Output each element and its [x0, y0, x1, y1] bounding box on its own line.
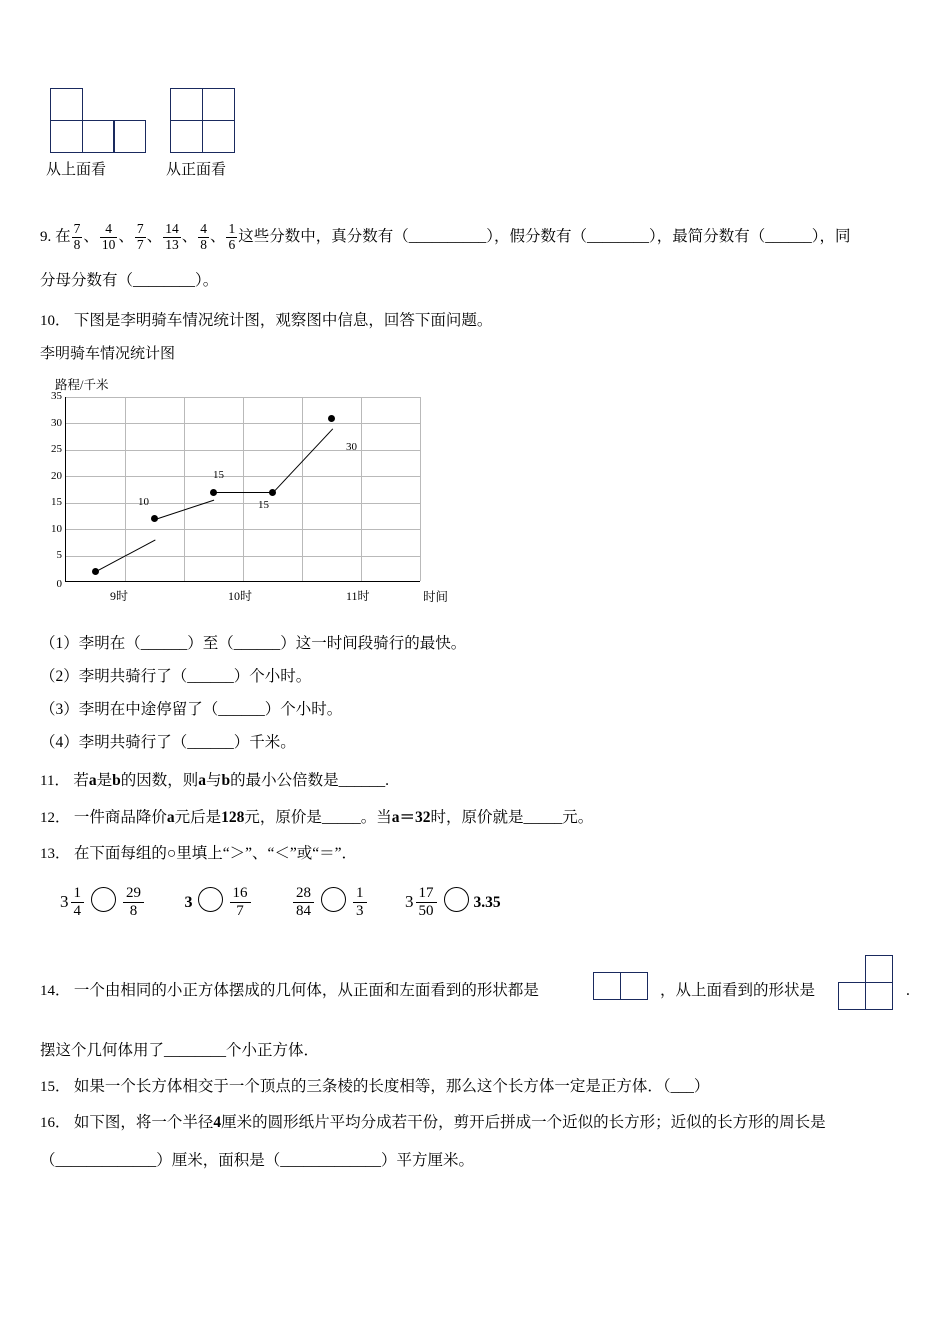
chart-y-tick: 30 [51, 416, 62, 429]
chart-x-axis-label: 时间 [423, 590, 449, 604]
q9-line2-b: ）。 [195, 272, 219, 289]
grid-cell [82, 120, 115, 153]
question-12 [40, 805, 593, 831]
sep: 、 [83, 228, 99, 246]
sep: 、 [146, 228, 163, 246]
q12-blank-1[interactable]: _____ [321, 809, 361, 826]
q9-line2-a: 分母分数有（ [40, 272, 134, 289]
q12-condition: a＝32 [391, 809, 431, 826]
grid-cell [593, 972, 621, 1000]
chart-data-point [151, 515, 158, 522]
q10-sub1-a: （1）李明在（ [40, 635, 141, 652]
q13-circle-3[interactable] [321, 887, 346, 912]
chart-point-label: 15 [258, 499, 269, 511]
chart-x-tick: 9时 [110, 589, 129, 603]
q10-sub3-a: （3）李明在中途停留了（ [40, 701, 219, 718]
chart-x-tick: 10时 [228, 589, 253, 603]
q13-p3-right-fraction: $\frac{1}{3}$ [353, 885, 367, 920]
sep: 、 [181, 228, 198, 246]
question-14-line1-b [660, 978, 815, 1004]
q10-sub1-blank-1[interactable]: ______ [140, 635, 188, 652]
q11-end: . [385, 772, 390, 789]
question-14-number: 14． [40, 983, 71, 999]
q15-end: ） [693, 1078, 710, 1095]
question-14-line2 [40, 1038, 319, 1064]
fraction-4-8: $\frac{4}{8}$ [200, 221, 207, 252]
grid-cell [865, 982, 893, 1010]
question-15 [40, 1074, 709, 1100]
figure-front-view [166, 88, 300, 178]
question-10-sub-2 [40, 664, 311, 690]
fraction-4-10: $\frac{4}{10}$ [101, 221, 116, 252]
chart-x-tick: 11时 [346, 589, 370, 603]
chart-y-tick: 0 [56, 578, 62, 590]
question-9-line1 [40, 222, 851, 252]
q16-line2-a: （ [40, 1152, 56, 1169]
chart-plot-area [65, 397, 420, 582]
chart-title: 李明骑车情况统计图 [40, 346, 176, 362]
grid-cell [50, 120, 83, 153]
question-10-number: 10． [40, 313, 71, 329]
chart-y-tick: 25 [51, 443, 62, 455]
q13-pair-1 [60, 885, 150, 919]
grid-cell [620, 972, 648, 1000]
figure-front-view-caption: 从正面看 [166, 162, 227, 178]
chart-y-tick: 35 [51, 390, 62, 402]
q10-sub4-a: （4）李明共骑行了（ [40, 734, 188, 751]
chart-y-tick: 10 [51, 522, 62, 535]
q13-circle-1[interactable] [91, 887, 116, 912]
q14-blank[interactable]: ________ [164, 1042, 227, 1059]
gridline-v [125, 397, 126, 581]
figure-q14-top-view [838, 955, 898, 1013]
chart-point-label: 15 [213, 469, 224, 481]
sep: 、 [118, 228, 134, 246]
q13-pair-2 [184, 885, 257, 919]
chart-data-point [269, 489, 276, 496]
question-10 [40, 308, 492, 334]
q9-blank-4[interactable]: ________ [133, 272, 196, 289]
q9-blank-3[interactable]: ______ [765, 228, 812, 246]
q9-text-d: ），同 [811, 228, 851, 246]
question-10-sub-4 [40, 730, 296, 756]
q10-sub3-end: ）个小时。 [264, 701, 343, 718]
chart-y-tick: 15 [51, 496, 62, 508]
sep: 、 [209, 228, 226, 246]
q13-p4-left-whole: 3 [405, 891, 414, 911]
figure-top-view-caption: 从上面看 [46, 162, 107, 178]
q11-text-a: 若 [73, 772, 89, 789]
q10-sub1-blank-2[interactable]: ______ [233, 635, 281, 652]
bike-chart [51, 375, 475, 605]
chart-data-point [328, 415, 335, 422]
q13-p3-left-fraction: $\frac{28}{84}$ [293, 885, 314, 920]
q13-circle-2[interactable] [198, 887, 223, 912]
question-13-row [60, 885, 501, 920]
q16-blank-1[interactable]: _____________ [55, 1152, 157, 1169]
q10-sub1-end: ）这一时间段骑行的最快。 [280, 635, 467, 652]
gridline-v [361, 397, 362, 581]
question-13-text: 在下面每组的○里填上“＞”、“＜”或“＝”． [73, 845, 358, 862]
question-11 [40, 768, 389, 794]
q13-p1-right-fraction: $\frac{29}{8}$ [123, 885, 144, 920]
q10-sub4-blank[interactable]: ______ [187, 734, 234, 751]
q12-value-128: 128 [221, 809, 245, 826]
figure-top-view [46, 88, 180, 178]
chart-y-tick: 20 [51, 469, 62, 482]
chart-line-segment [214, 492, 273, 493]
question-15-text: 如果一个长方体相交于一个顶点的三条棱的长度相等，那么这个长方体一定是正方体．（ [73, 1078, 671, 1095]
q11-text-c: 的因数，则 [120, 772, 199, 789]
gridline-v [184, 397, 185, 581]
q12-text-d: 。当 [360, 809, 392, 826]
gridline-v [243, 397, 244, 581]
q14-line2-a: 摆这个几何体用了 [40, 1042, 165, 1059]
q15-blank[interactable]: ___ [670, 1078, 694, 1095]
q13-p2-left-whole: 3 [184, 893, 193, 911]
chart-point-label: 10 [138, 496, 149, 508]
grid-cell [202, 88, 235, 121]
q13-p1-left-whole: 3 [60, 891, 69, 911]
question-12-number: 12． [40, 810, 71, 826]
q9-text-a: 这些分数中，真分数有（ [238, 228, 409, 246]
grid-cell [202, 120, 235, 153]
question-16-line1 [40, 1110, 826, 1136]
q10-sub2-blank[interactable]: ______ [187, 668, 234, 685]
q12-text-c: 元，原价是 [244, 809, 322, 826]
q16-text-b: 厘米的圆形纸片平均分成若干份，剪开后拼成一个近似的长方形；近似的长方形的周长是 [221, 1114, 826, 1131]
q12-var-a: a [166, 809, 175, 826]
q11-var-b: b [112, 772, 121, 789]
question-15-number: 15． [40, 1079, 71, 1095]
chart-point-label: 30 [346, 441, 357, 453]
q16-blank-2[interactable]: _____________ [280, 1152, 382, 1169]
q10-sub2-end: ）个小时。 [233, 668, 312, 685]
q14-text-a: 一个由相同的小正方体摆成的几何体，从正面和左面看到的形状都是 [73, 982, 539, 999]
q12-text-f: 元。 [562, 809, 594, 826]
q9-lead: 在 [55, 228, 71, 246]
question-16-line2 [40, 1148, 474, 1174]
question-10-sub-3 [40, 697, 342, 723]
grid-cell [113, 120, 146, 153]
chart-y-axis-label: 路程/千米 [55, 378, 109, 392]
q9-text-b: ），假分数有（ [486, 228, 587, 246]
q13-p2-right-fraction: $\frac{16}{7}$ [230, 885, 251, 920]
q16-line2-c: ）平方厘米。 [381, 1152, 475, 1169]
q13-p4-right-decimal: 3.35 [473, 893, 501, 911]
q11-text-d: 与 [206, 772, 222, 789]
grid-cell [50, 88, 83, 121]
q11-var-a: a [88, 772, 97, 789]
q12-text-e: 时，原价就是 [430, 809, 524, 826]
question-13 [40, 841, 357, 867]
q13-pair-3 [291, 885, 373, 919]
chart-data-point [92, 568, 99, 575]
question-16-number: 16． [40, 1115, 71, 1131]
question-10-sub-1 [40, 631, 466, 657]
q12-text-a: 一件商品降价 [73, 809, 167, 826]
q10-sub3-blank[interactable]: ______ [218, 701, 265, 718]
q11-blank[interactable]: ______ [338, 772, 386, 789]
fraction-1-6: $\frac{1}{6}$ [228, 221, 236, 252]
grid-cell [170, 88, 203, 121]
chart-y-tick: 5 [56, 549, 62, 561]
q16-line2-b: ）厘米，面积是（ [156, 1152, 281, 1169]
q12-blank-2[interactable]: _____ [523, 809, 563, 826]
q12-text-b: 元后是 [174, 809, 222, 826]
q14-text-b: ，从上面看到的形状是 [660, 982, 816, 999]
q9-blank-2[interactable]: ________ [587, 228, 649, 246]
grid-cell [838, 982, 866, 1010]
q13-p1-left-fraction: $\frac{1}{4}$ [71, 885, 85, 920]
q10-sub2-a: （2）李明共骑行了（ [40, 668, 188, 685]
fraction-7-8: $\frac{7}{8}$ [73, 221, 81, 252]
question-9-line2 [40, 268, 218, 294]
figure-q14-front-view [593, 972, 651, 1002]
gridline-v [420, 397, 421, 581]
fraction-14-13: $\frac{14}{13}$ [165, 221, 179, 252]
question-11-number: 11． [40, 773, 70, 789]
q11-text-b: 是 [96, 772, 113, 789]
q13-pair-4 [405, 885, 501, 919]
q11-var-a2: a [198, 772, 206, 789]
grid-cell [865, 955, 893, 983]
q14-line2-b: 个小正方体． [226, 1042, 320, 1059]
grid-cell [170, 120, 203, 153]
q9-blank-1[interactable]: __________ [408, 228, 487, 246]
question-10-text: 下图是李明骑车情况统计图，观察图中信息，回答下面问题。 [73, 312, 493, 329]
question-14-line1 [40, 978, 539, 1004]
q11-var-b2: b [221, 772, 231, 789]
q10-sub1-mid: ）至（ [187, 635, 234, 652]
chart-data-point [210, 489, 217, 496]
q11-text-e: 的最小公倍数是 [230, 772, 339, 789]
q13-circle-4[interactable] [444, 887, 469, 912]
gridline-v [302, 397, 303, 581]
fraction-7-7: $\frac{7}{7}$ [136, 221, 144, 252]
question-9-number: 9. [40, 229, 52, 246]
q9-text-c: ），最简分数有（ [649, 228, 766, 246]
q10-sub4-end: ）千米。 [233, 734, 296, 751]
q16-radius: 4 [213, 1114, 222, 1131]
q16-text-a: 如下图，将一个半径 [73, 1114, 214, 1131]
q13-p4-left-fraction: $\frac{17}{50}$ [416, 885, 437, 920]
question-13-number: 13． [40, 846, 71, 862]
question-14-line1-c: . [906, 982, 910, 999]
